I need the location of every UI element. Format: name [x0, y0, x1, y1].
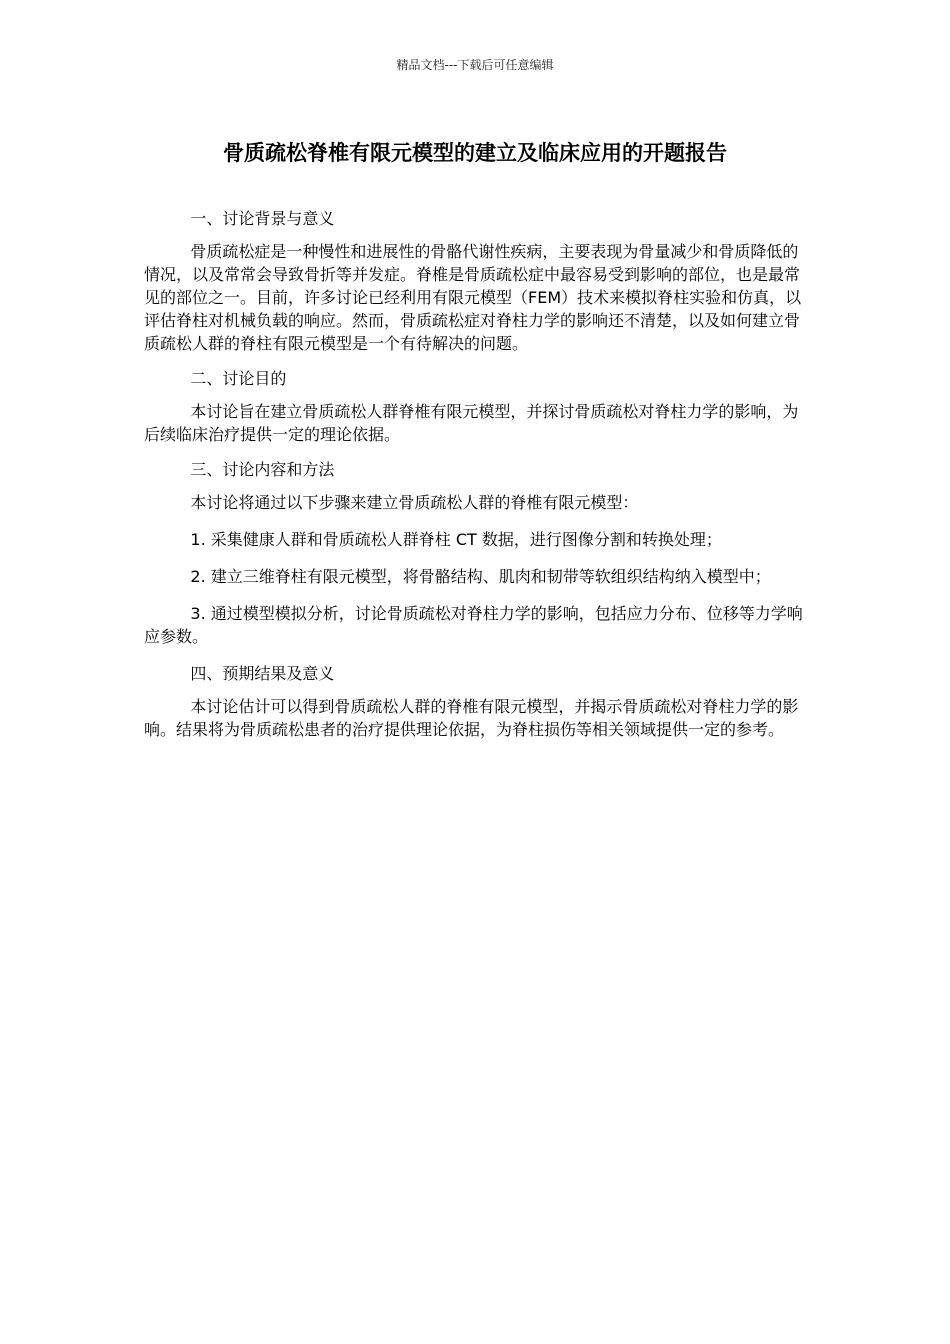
section-heading-methods: 三、讨论内容和方法 — [190, 460, 335, 479]
section-intro-methods: 本讨论将通过以下步骤来建立骨质疏松人群的脊椎有限元模型： — [190, 493, 639, 512]
section-body-expected-results: 本讨论估计可以得到骨质疏松人群的脊椎有限元模型，并揭示骨质疏松对脊柱力学的影响。结果将为骨质疏松患者的治疗提供理论依据，为脊柱损伤等相关领域提供一定的参考。 — [144, 697, 799, 739]
section-heading-background: 一、讨论背景与意义 — [190, 209, 335, 228]
method-step-item: 2. 建立三维脊柱有限元模型，将骨骼结构、肌肉和韧带等软组织结构纳入模型中； — [190, 567, 771, 586]
section-heading-expected-results: 四、预期结果及意义 — [190, 664, 335, 683]
method-step-item: 3. 通过模型模拟分析，讨论骨质疏松对脊柱力学的影响，包括应力分布、位移等力学响应参数。 — [144, 604, 803, 646]
section-body-background: 骨质疏松症是一种慢性和进展性的骨骼代谢性疾病，主要表现为骨量减少和骨质降低的情况，以及常常会导致骨折等并发症。脊椎是骨质疏松症中最容易受到影响的部位，也是最常见的部位之一。目前，许多讨论已经利用有限元模型（FEM）技术来模拟脊柱实验和仿真，以评估脊柱对机械负载的响应。然而，骨质疏松症对脊柱力学的影响还不清楚，以及如何建立骨质疏松人群的脊柱有限元模型是一个有待解决的问题。 — [144, 242, 802, 353]
section-body-purpose: 本讨论旨在建立骨质疏松人群脊椎有限元模型，并探讨骨质疏松对脊柱力学的影响，为后续临床治疗提供一定的理论依据。 — [144, 402, 799, 444]
section-heading-purpose: 二、讨论目的 — [190, 369, 287, 388]
method-step-item: 1. 采集健康人群和骨质疏松人群脊柱 CT 数据，进行图像分割和转换处理； — [190, 530, 722, 549]
document-title: 骨质疏松脊椎有限元模型的建立及临床应用的开题报告 — [223, 141, 727, 165]
header-note: 精品文档---下载后可任意编辑 — [396, 58, 554, 72]
document-body — [144, 207, 806, 741]
